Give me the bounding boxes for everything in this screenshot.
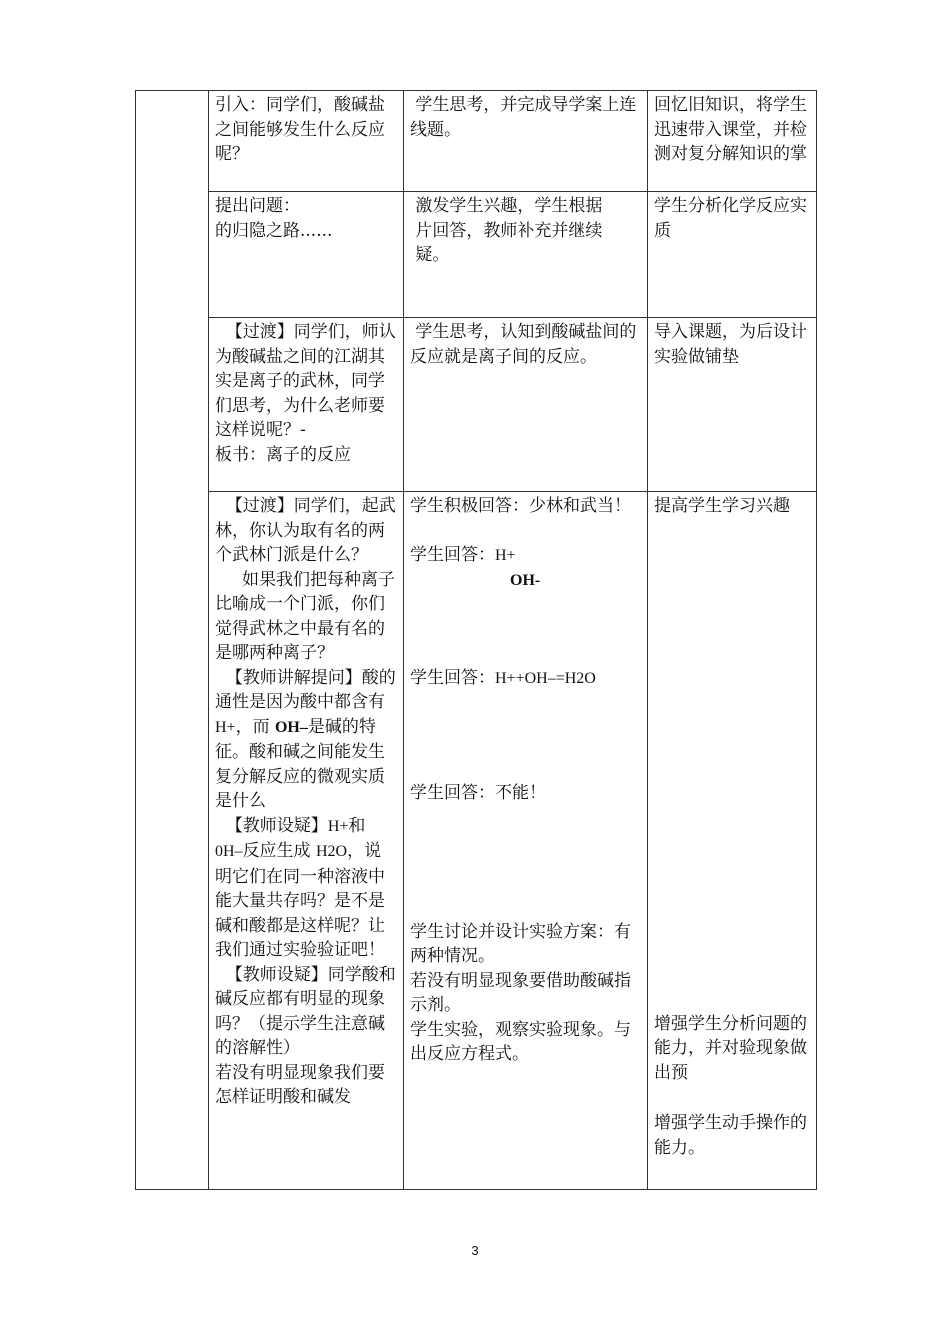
ion-label: H+: [495, 546, 516, 564]
teacher-text: 引入：同学们，酸碱盐之间能够发生什么反应呢？: [215, 95, 385, 164]
board-writing-text: 板书：离子的反应: [215, 444, 351, 465]
student-text: 学生思考，并完成导学案上连线题。: [410, 95, 637, 140]
student-text: 学生回答：不能！: [410, 783, 546, 803]
design-purpose-cell: [648, 91, 817, 192]
text-run: 是碱的特征。酸和碱之间能发生复分解反应的微观实质是什么: [215, 716, 385, 811]
student-activity-cell: [404, 318, 648, 492]
page-number: 3: [471, 1243, 479, 1258]
text-run: 【教师设疑】: [215, 815, 328, 836]
text-run: 和: [348, 815, 371, 836]
text-run: ，而: [235, 716, 275, 737]
text-run: 学生回答：: [410, 544, 495, 565]
ion-label: H+: [327, 817, 349, 835]
purpose-text: 导入课题，为后设计实验做铺垫: [654, 322, 807, 367]
purpose-text: 增强学生分析问题的能力，并对验现象做出预: [654, 1013, 807, 1083]
design-purpose-cell: [648, 492, 817, 1190]
student-text: [410, 666, 641, 692]
student-text: 学生积极回答：少林和武当！: [410, 496, 631, 516]
purpose-text: 增强学生动手操作的能力。: [654, 1113, 807, 1158]
ion-label: OH-: [510, 572, 541, 589]
purpose-text: 回忆旧知识，将学生迅速带入课堂，并检测对复分解知识的掌: [654, 95, 807, 164]
table-row: [136, 192, 817, 318]
stage-cell: [136, 91, 209, 1190]
student-text: 疑。: [410, 245, 450, 265]
table-row: [136, 492, 817, 1190]
student-text: 若没有明显现象要借助酸碱指示剂。: [410, 970, 631, 1015]
purpose-text: 提高学生学习兴趣: [654, 496, 790, 516]
student-activity-cell: [404, 91, 648, 192]
teacher-activity-cell: [209, 492, 404, 1190]
student-text: [410, 568, 641, 594]
table-row: [136, 91, 817, 192]
ion-label: H+: [215, 718, 236, 736]
ion-label: OH–: [274, 718, 308, 736]
student-text: 学生讨论并设计实验方案：有两种情况。: [410, 921, 631, 966]
teacher-text: 如果我们把每种离子比喻成一个门派，你们觉得武林之中最有名的是哪两种离子？: [215, 569, 396, 663]
teacher-text: 的归隐之路......: [215, 220, 333, 241]
teacher-activity-cell: [209, 318, 404, 492]
design-purpose-cell: [648, 192, 817, 318]
teacher-activity-cell: [209, 91, 404, 192]
purpose-text: 学生分析化学反应实质: [654, 196, 807, 241]
teacher-activity-cell: [209, 192, 404, 318]
student-activity-cell: [404, 192, 648, 318]
student-text: 学生思考，认知到酸碱盐间的反应就是离子间的反应。: [410, 322, 637, 367]
student-text: 学生实验，观察实验现象。与出反应方程式。: [410, 1019, 631, 1064]
student-text: 激发学生兴趣，学生根据: [410, 196, 603, 216]
teacher-text: 若没有明显现象我们要怎样证明酸和碱发: [215, 1062, 385, 1107]
student-text: [410, 543, 641, 569]
teacher-text: [215, 814, 397, 963]
lesson-plan-table: [135, 90, 817, 1190]
formula-label: H2O: [315, 843, 348, 860]
table-row: [136, 318, 817, 492]
teacher-text: 【过渡】同学们，师认为酸碱盐之间的江湖其实是离子的武林，同学们思考，为什么老师要这样说呢？-: [215, 322, 396, 440]
student-text: 片回答，教师补充并继续: [410, 220, 603, 241]
teacher-text: 提出问题：: [215, 196, 300, 216]
text-run: ，说明它们在同一种溶液中能大量共存吗？是不是碱和酸都是这样呢？让我们通过实验验证吧！: [215, 841, 385, 960]
text-run: 反应生成: [242, 841, 316, 861]
student-activity-cell: [404, 492, 648, 1190]
design-purpose-cell: [648, 318, 817, 492]
text-run: 学生回答：: [410, 667, 495, 688]
ion-label: 0H–: [215, 843, 243, 860]
equation-label: H++OH–=H2O: [495, 669, 596, 687]
text-run: 【教师讲解提问】酸的通性是因为酸中都含有: [215, 667, 396, 712]
teacher-text: 【过渡】同学们，起武林，你认为取有名的两个武林门派是什么？: [215, 496, 396, 565]
teacher-text: [215, 666, 397, 814]
teacher-text: 【教师设疑】同学酸和碱反应都有明显的现象吗？（提示学生注意碱的溶解性）: [215, 964, 396, 1058]
